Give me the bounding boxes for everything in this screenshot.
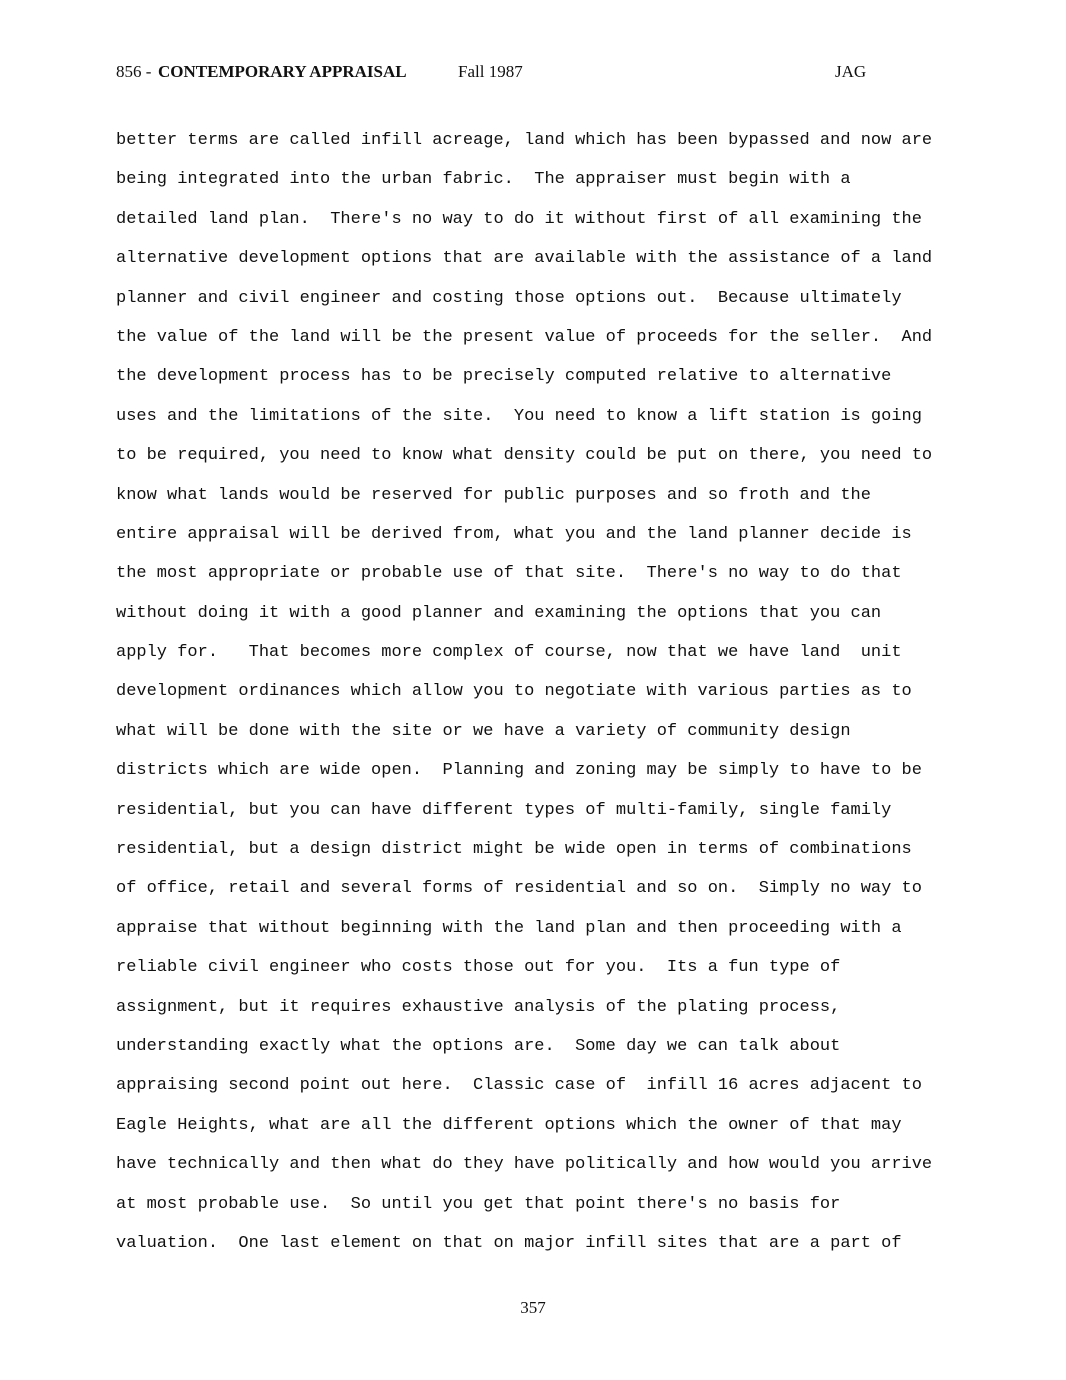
course-title: CONTEMPORARY APPRAISAL: [158, 62, 407, 81]
text-line: understanding exactly what the options are. Some day we can talk about: [116, 1036, 841, 1056]
text-line: know what lands would be reserved for public purposes and so froth and the: [116, 485, 871, 505]
text-line: uses and the limitations of the site. You need to know a lift station is going: [116, 406, 922, 426]
text-line: assignment, but it requires exhaustive analysis of the plating process,: [116, 997, 841, 1017]
text-line: being integrated into the urban fabric. The appraiser must begin with a: [116, 170, 851, 190]
text-line: Eagle Heights, what are all the different options which the owner of that may: [116, 1115, 902, 1135]
text-line: the most appropriate or probable use of that site. There's no way to do that: [116, 564, 902, 584]
text-line: have technically and then what do they have politically and how would you arrive: [116, 1155, 933, 1175]
transcript-body: [116, 121, 976, 1263]
text-line: what will be done with the site or we have a variety of community design: [116, 721, 851, 741]
text-line: the value of the land will be the present value of proceeds for the seller. And: [116, 327, 933, 347]
page-number: 357: [520, 1298, 546, 1317]
text-line: alternative development options that are available with the assistance of a land: [116, 249, 933, 269]
text-line: detailed land plan. There's no way to do it without first of all examining the: [116, 209, 922, 229]
text-line: better terms are called infill acreage, land which has been bypassed and now are: [116, 131, 933, 150]
text-line: to be required, you need to know what density could be put on there, you need to: [116, 446, 933, 466]
text-line: planner and civil engineer and costing those options out. Because ultimately: [116, 288, 902, 308]
text-line: residential, but a design district might be wide open in terms of combinations: [116, 840, 912, 860]
text-line: appraise that without beginning with the land plan and then proceeding with a: [116, 918, 902, 938]
text-line: without doing it with a good planner and examining the options that you can: [116, 603, 882, 623]
term-label: Fall 1987: [458, 62, 523, 81]
text-line: valuation. One last element on that on major infill sites that are a part of: [116, 1233, 902, 1253]
text-line: districts which are wide open. Planning and zoning may be simply to have to be: [116, 761, 922, 781]
text-line: apply for. That becomes more complex of course, now that we have land unit: [116, 643, 902, 663]
page-header: [116, 62, 976, 86]
text-line: the development process has to be precisely computed relative to alternative: [116, 367, 892, 387]
text-line: of office, retail and several forms of residential and so on. Simply no way to: [116, 879, 922, 899]
text-line: development ordinances which allow you to negotiate with various parties as to: [116, 682, 912, 702]
text-line: entire appraisal will be derived from, what you and the land planner decide is: [116, 524, 912, 544]
course-number: 856 -: [116, 62, 152, 81]
text-line: reliable civil engineer who costs those out for you. Its a fun type of: [116, 958, 841, 978]
text-line: appraising second point out here. Classic case of infill 16 acres adjacent to: [116, 1076, 922, 1096]
author-initials: JAG: [835, 62, 867, 81]
text-line: at most probable use. So until you get that point there's no basis for: [116, 1194, 841, 1214]
text-line: residential, but you can have different types of multi-family, single family: [116, 800, 892, 820]
